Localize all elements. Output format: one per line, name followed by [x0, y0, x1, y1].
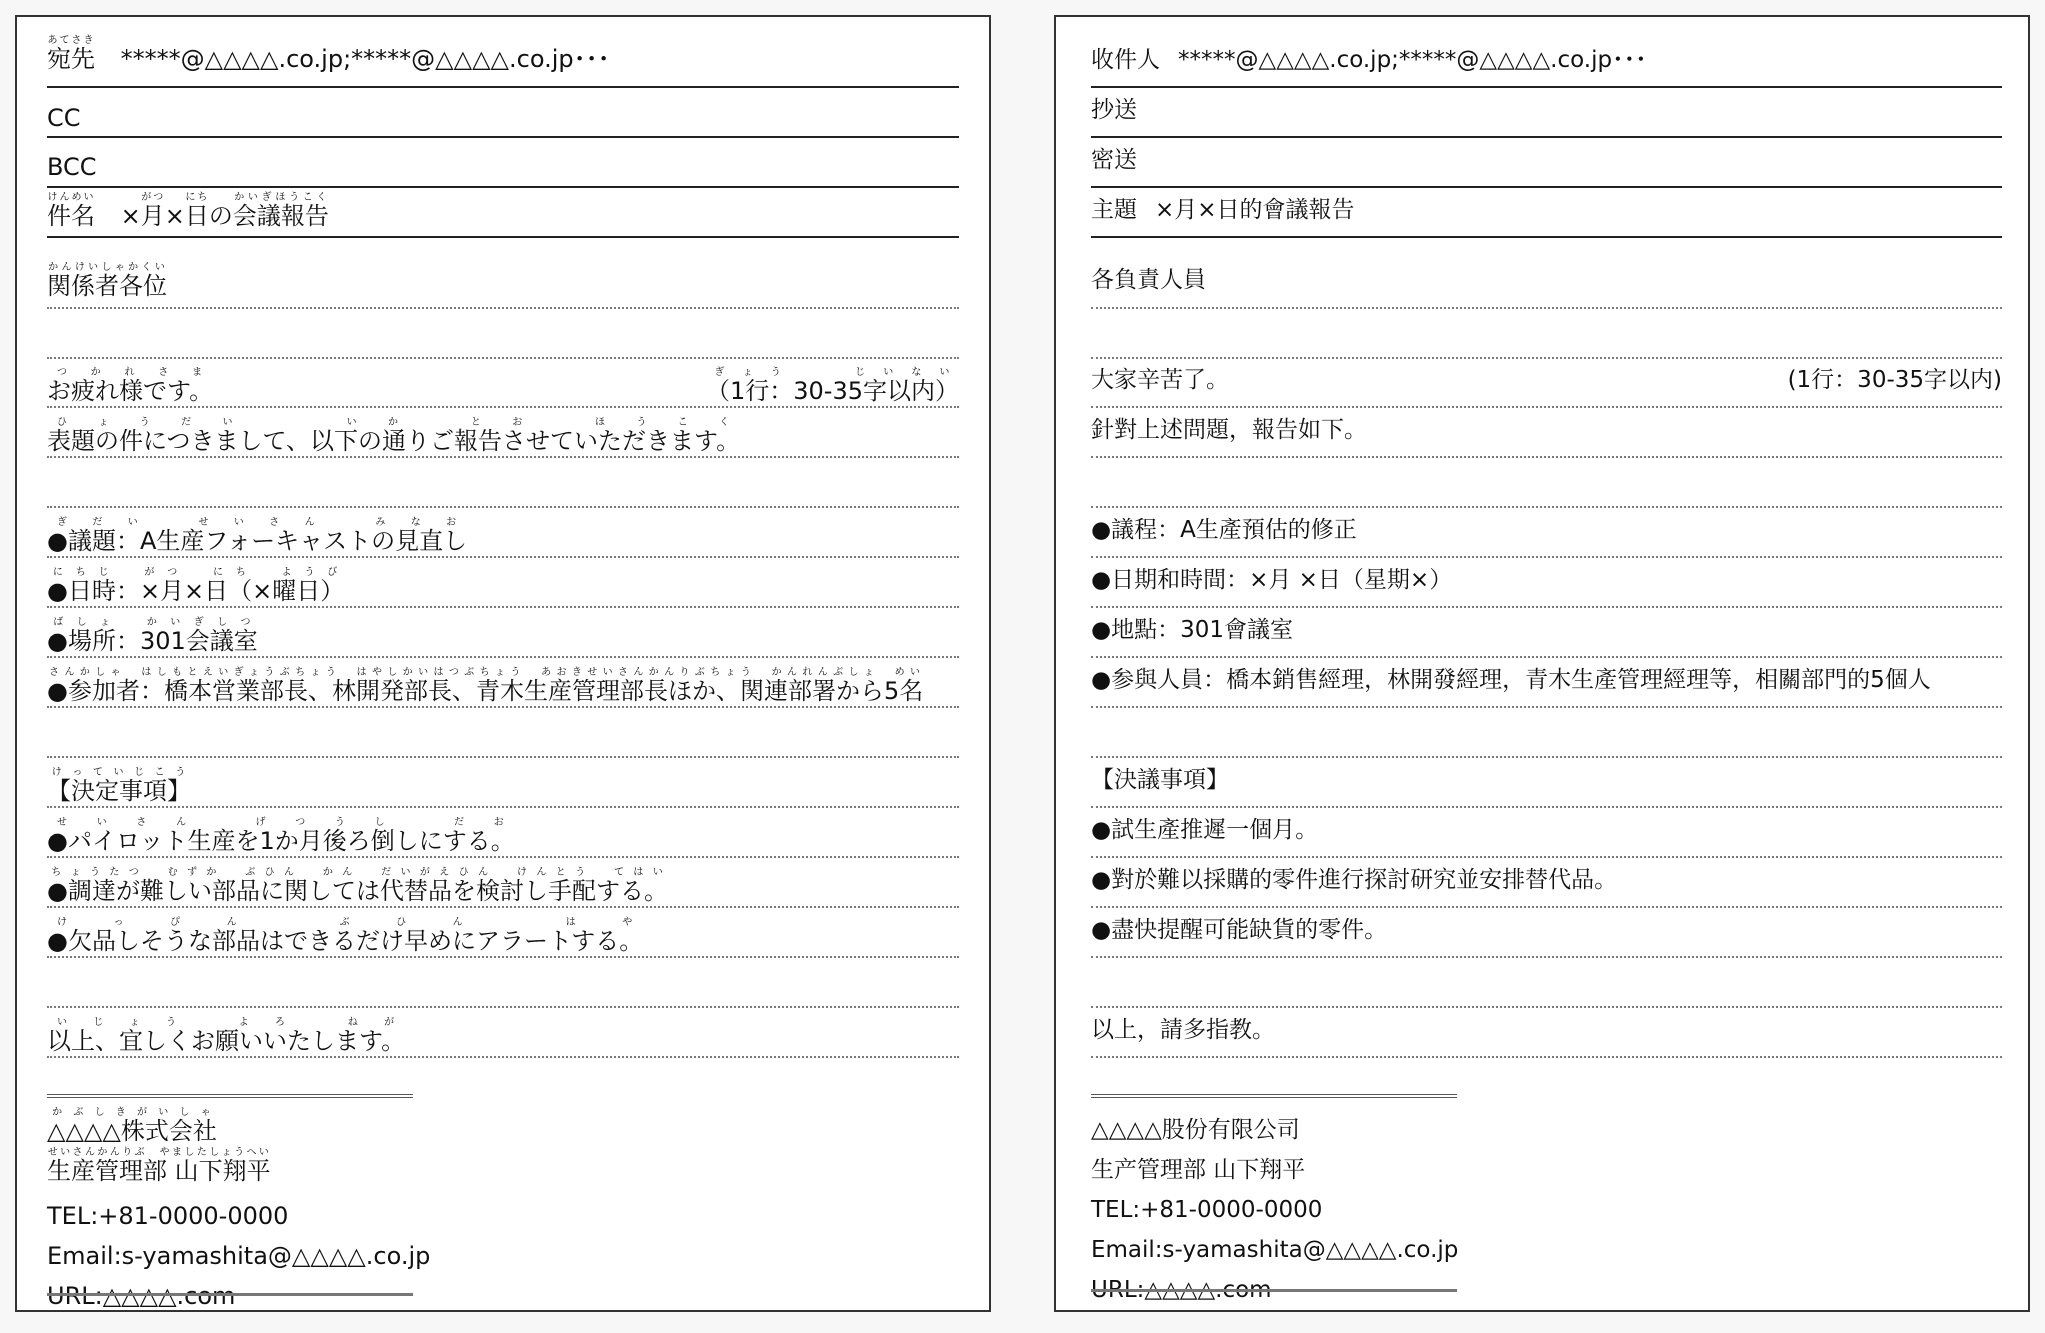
subject-value[interactable]: ×月×日的會議報告 — [1155, 197, 1355, 223]
intro-line: 針對上述問題，報告如下。 — [1091, 417, 1367, 443]
dotted-line — [1091, 556, 2002, 558]
cc-label: 抄送 — [1091, 97, 1137, 123]
japanese-email-template — [15, 15, 991, 1312]
divider — [1091, 186, 2002, 188]
dotted-line — [1091, 906, 2002, 908]
addressee-line: 各負責人員 — [1091, 267, 1206, 293]
dotted-line — [47, 756, 959, 758]
dotted-line — [47, 406, 959, 408]
subject-label: 件名けんめい — [47, 192, 95, 230]
greeting-line: お疲れ様です。つかれさま （1行：30-35字以内）ぎょう じいない — [47, 367, 959, 405]
subject-field[interactable] — [1091, 197, 2002, 225]
to-value[interactable]: *****@△△△△.co.jp;*****@△△△△.co.jp･･･ — [1178, 47, 1647, 73]
dotted-line — [1091, 956, 2002, 958]
attendees-item: ●参與人員：橋本銷售經理，林開發經理，青木生產管理經理等，相關部門的5個人 — [1091, 667, 1931, 693]
signature-url[interactable]: URL:△△△△.com — [47, 1282, 236, 1310]
signature-bottom-line — [1091, 1289, 1457, 1292]
decisions-title: 【決定事項】けっていじこう — [47, 767, 191, 805]
subject-label: 主題 — [1091, 197, 1137, 223]
datetime-item: ●日時：×月×日（×曜日）にちじ がつ にち ようび — [47, 567, 345, 605]
signature-company: △△△△株式会社かぶしきがいしゃ — [47, 1107, 217, 1145]
agenda-item: ●議題：A生産フォーキャストの見直しぎだい せいさん みなお — [47, 517, 468, 555]
signature-separator — [1091, 1094, 1457, 1098]
to-label: 收件人 — [1091, 47, 1160, 73]
bcc-label: BCC — [47, 153, 97, 181]
closing-line: 以上，請多指教。 — [1091, 1017, 1275, 1043]
bcc-label: 密送 — [1091, 147, 1137, 173]
decision-item: ●試生產推遲一個月。 — [1091, 817, 1319, 843]
datetime-item: ●日期和時間：×月 ×日（星期×） — [1091, 567, 1453, 593]
dotted-line — [47, 357, 959, 359]
decision-item: ●パイロット生産を1か月後ろ倒しにする。せいさん げつうし だお — [47, 817, 515, 855]
subject-value[interactable]: ×月がつ×日にちの会議報告かいぎほうこく — [120, 192, 329, 230]
attendees-item: ●参加者：橋本営業部長、林開発部長、青木生産管理部長ほか、関連部署から5名さんかしゃ はしもとえいぎょうぶちょう はやしかいはつぶちょう あおきせいさんかんりぶちょう かんれんぶしょ めい — [47, 667, 924, 705]
divider — [47, 236, 959, 238]
agenda-item: ●議程：A生產預估的修正 — [1091, 517, 1357, 543]
dotted-line — [47, 906, 959, 908]
to-field[interactable] — [47, 35, 959, 74]
signature-name: 生産管理部 山下翔平せいさんかんりぶ やましたしょうへい — [47, 1147, 271, 1185]
dotted-line — [47, 556, 959, 558]
divider — [1091, 236, 2002, 238]
dotted-line — [1091, 506, 2002, 508]
location-item: ●場所：301会議室ばしょ かいぎしつ — [47, 617, 258, 655]
dotted-line — [1091, 806, 2002, 808]
cc-field[interactable] — [47, 104, 959, 133]
signature-tel: TEL:+81-0000-0000 — [47, 1202, 289, 1230]
location-item: ●地點：301會議室 — [1091, 617, 1293, 643]
chinese-email-template — [1054, 15, 2030, 1312]
divider — [47, 136, 959, 138]
dotted-line — [1091, 1006, 2002, 1008]
to-field[interactable] — [1091, 47, 2002, 75]
dotted-line — [1091, 706, 2002, 708]
decision-item: ●盡快提醒可能缺貨的零件。 — [1091, 917, 1388, 943]
dotted-line — [47, 456, 959, 458]
dotted-line — [47, 806, 959, 808]
decisions-title: 【決議事項】 — [1091, 767, 1229, 793]
to-value[interactable]: *****@△△△△.co.jp;*****@△△△△.co.jp･･･ — [120, 45, 610, 73]
dotted-line — [47, 956, 959, 958]
dotted-line — [1091, 606, 2002, 608]
decision-item: ●調達が難しい部品に関しては代替品を検討し手配する。ちょうたつ むずか ぶひん かん だいがえひん けんとう てはい — [47, 867, 668, 905]
dotted-line — [47, 506, 959, 508]
signature-bottom-line — [47, 1293, 413, 1296]
dotted-line — [47, 1006, 959, 1008]
dotted-line — [1091, 756, 2002, 758]
cc-field[interactable] — [1091, 97, 2002, 125]
dotted-line — [47, 656, 959, 658]
signature-name: 生产管理部 山下翔平 — [1091, 1157, 1306, 1183]
cc-label: CC — [47, 104, 81, 132]
dotted-line — [47, 856, 959, 858]
dotted-line — [47, 1056, 959, 1058]
divider — [1091, 86, 2002, 88]
greeting-line: 大家辛苦了。 (1行：30-35字以内) — [1091, 367, 2002, 393]
intro-line: 表題の件につきまして、以下の通りご報告させていただきます。ひょうだい いか とお ほうこく — [47, 417, 741, 455]
signature-tel: TEL:+81-0000-0000 — [1091, 1197, 1323, 1223]
dotted-line — [47, 606, 959, 608]
dotted-line — [1091, 856, 2002, 858]
length-note: （1行：30-35字以内）ぎょう じいない — [705, 367, 959, 405]
divider — [47, 186, 959, 188]
signature-email[interactable]: Email:s-yamashita@△△△△.co.jp — [1091, 1237, 1459, 1263]
dotted-line — [47, 307, 959, 309]
dotted-line — [1091, 307, 2002, 309]
bcc-field[interactable] — [1091, 147, 2002, 175]
to-label: 宛先あてさき — [47, 35, 95, 73]
subject-field[interactable] — [47, 192, 959, 231]
signature-email[interactable]: Email:s-yamashita@△△△△.co.jp — [47, 1242, 431, 1270]
bcc-field[interactable] — [47, 153, 959, 182]
dotted-line — [1091, 456, 2002, 458]
dotted-line — [1091, 357, 2002, 359]
decision-item: ●對於難以採購的零件進行探討研究並安排替代品。 — [1091, 867, 1618, 893]
closing-line: 以上、宜しくお願いいたします。いじょう よろ ねが — [47, 1017, 406, 1055]
decision-item: ●欠品しそうな部品はできるだけ早めにアラートする。けっぴん ぶひん はや — [47, 917, 644, 955]
addressee-line: 関係者各位かんけいしゃかくい — [47, 262, 167, 300]
dotted-line — [1091, 406, 2002, 408]
dotted-line — [1091, 1056, 2002, 1058]
dotted-line — [1091, 656, 2002, 658]
signature-url[interactable]: URL:△△△△.com — [1091, 1277, 1272, 1303]
divider — [1091, 136, 2002, 138]
divider — [47, 86, 959, 88]
length-note: (1行：30-35字以内) — [1787, 367, 2002, 393]
signature-company: △△△△股份有限公司 — [1091, 1117, 1300, 1143]
signature-separator — [47, 1094, 413, 1098]
dotted-line — [47, 706, 959, 708]
